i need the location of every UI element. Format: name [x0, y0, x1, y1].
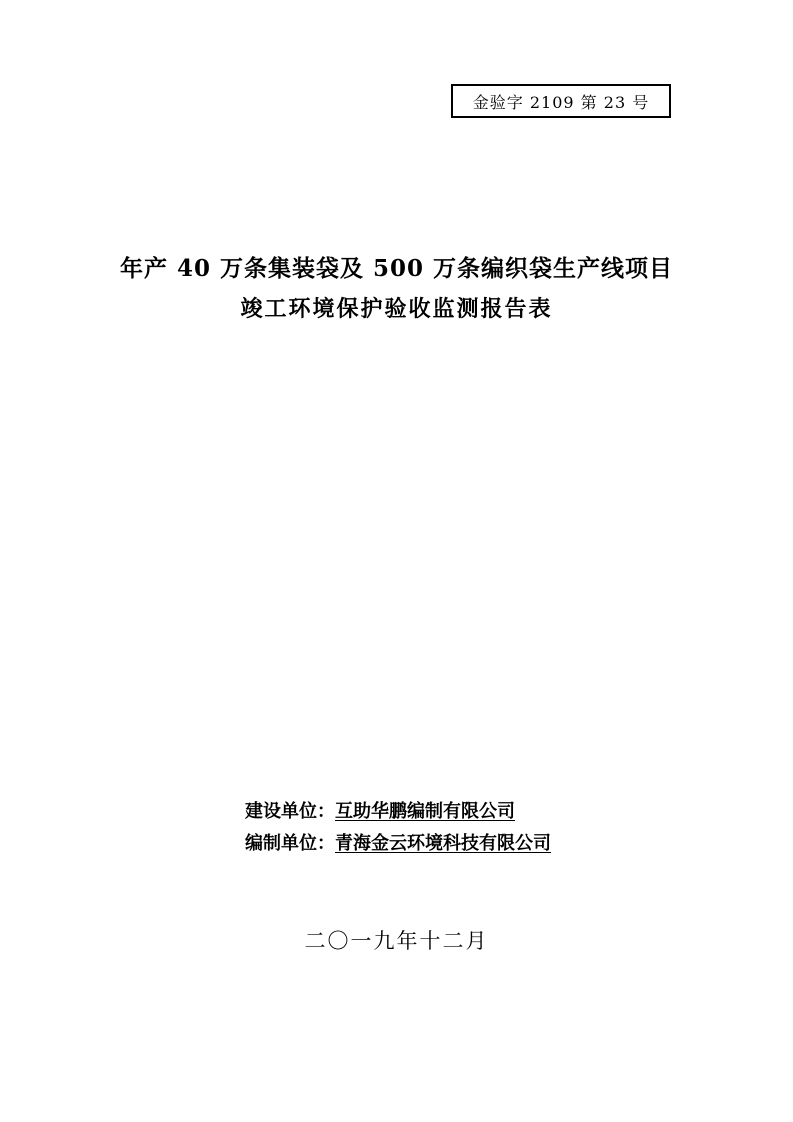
construction-unit-value: 互助华鹏编制有限公司	[335, 801, 515, 822]
units-block	[245, 796, 551, 860]
report-title-line1: 年产 40 万条集装袋及 500 万条编织袋生产线项目	[119, 255, 674, 282]
construction-unit-label: 建设单位：	[245, 801, 335, 822]
construction-unit-row	[245, 796, 551, 828]
compilation-unit-row	[245, 828, 551, 860]
document-number-box	[451, 84, 671, 118]
compilation-unit-label: 编制单位：	[245, 833, 335, 854]
report-title-line2: 竣工环境保护验收监测报告表	[240, 296, 553, 322]
report-date: 二〇一九年十二月	[304, 929, 489, 953]
compilation-unit-value: 青海金云环境科技有限公司	[335, 833, 551, 854]
document-number-text: 金验字 2109 第 23 号	[472, 92, 650, 112]
